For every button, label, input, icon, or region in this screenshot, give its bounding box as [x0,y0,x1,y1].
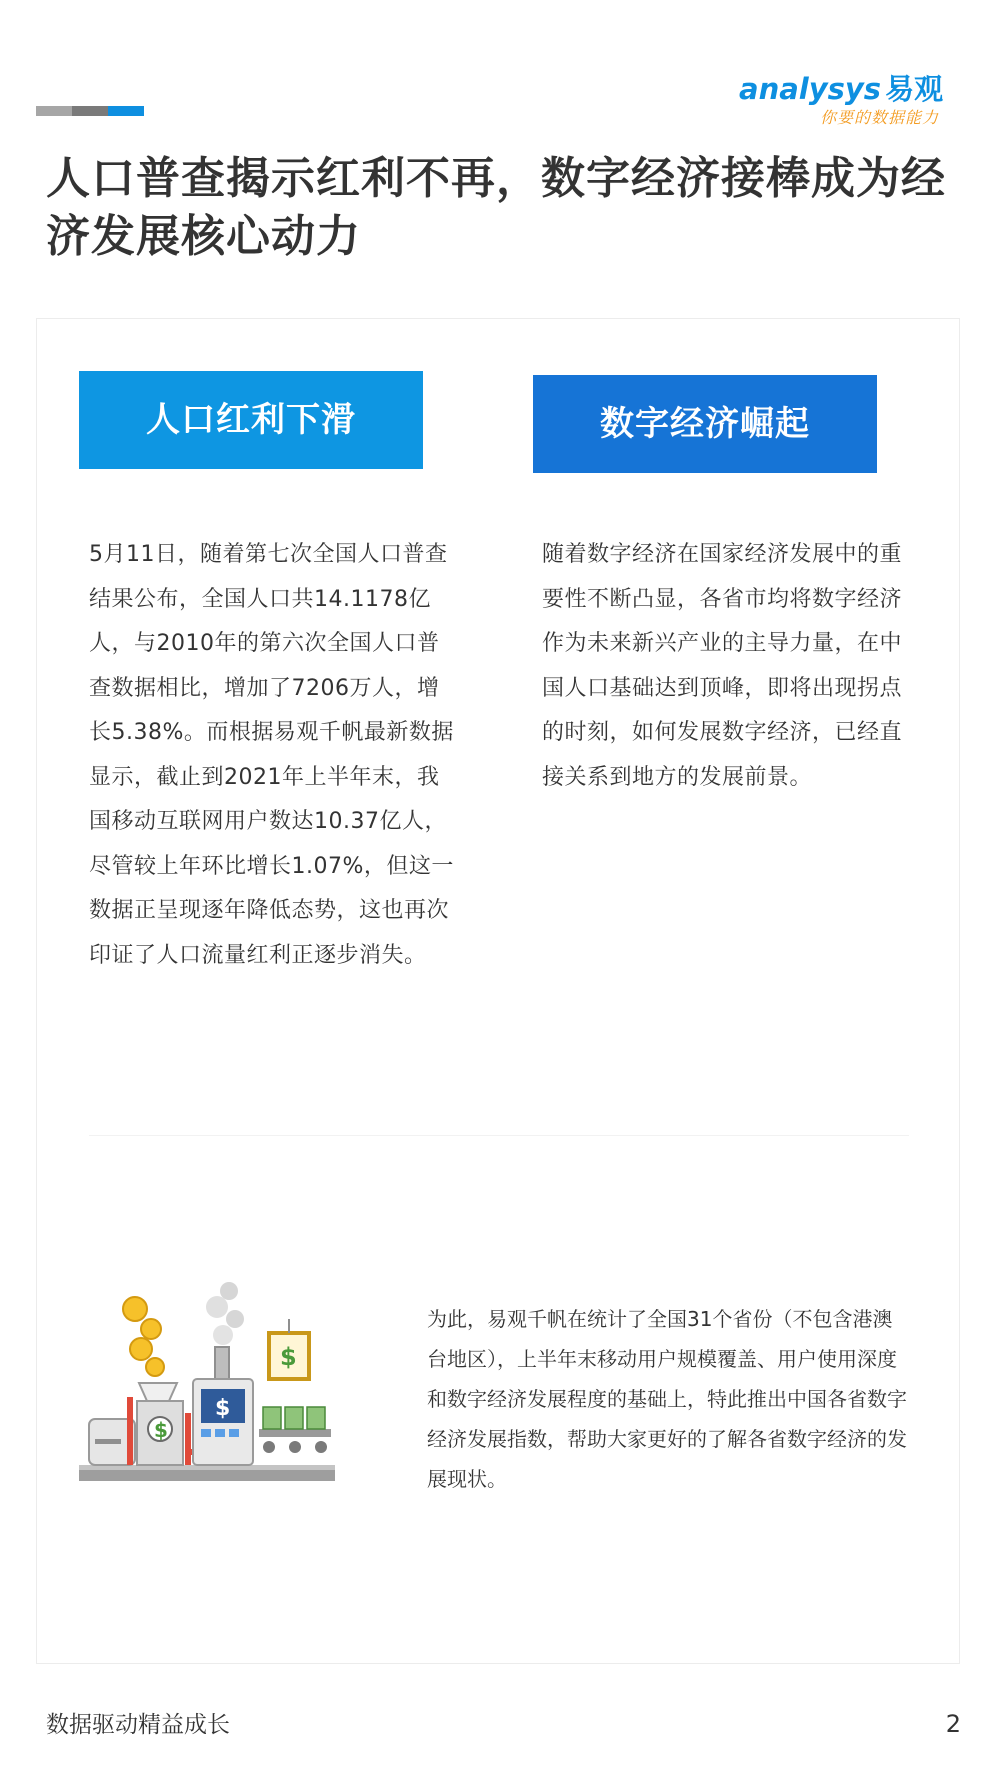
heading-digital-economy: 数字经济崛起 [533,375,877,473]
accent-bar-blue [108,106,144,116]
index-introduction-text: 为此，易观千帆在统计了全国31个省份（不包含港澳台地区），上半年末移动用户规模覆盖、用户使用深度和数字经济发展程度的基础上，特此推出中国各省数字经济发展指数，帮助大家更好的了解各省数字经济的发展现状。 [427,1307,907,1491]
digital-economy-text: 随着数字经济在国家经济发展中的重要性不断凸显，各省市均将数字经济作为未来新兴产业的主导力量，在中国人口基础达到顶峰，即将出现拐点的时刻，如何发展数字经济，已经直接关系到地方的发展前景。 [542,542,903,790]
svg-text:$: $ [280,1343,297,1371]
analysys-logo [739,72,944,132]
accent-bar-gray-dark [72,106,108,116]
logo-brand: analysys [739,72,882,106]
section-divider [89,1135,909,1136]
accent-bar [36,106,144,116]
svg-text:$: $ [215,1396,231,1421]
logo-tagline: 你要的数据能力 [819,108,939,127]
content-panel [36,318,960,1664]
logo-cn: 易观 [885,72,944,106]
heading-population-dividend: 人口红利下滑 [79,371,423,469]
accent-bar-gray-light [36,106,72,116]
footer-slogan: 数据驱动精益成长 [46,1712,230,1738]
page-title: 人口普查揭示红利不再，数字经济接棒成为经济发展核心动力 [46,153,946,262]
logo-wordmark [739,72,944,106]
money-factory-icon [77,1279,337,1489]
population-dividend-text: 5月11日，随着第七次全国人口普查结果公布，全国人口共14.1178亿人，与2010年的第六次全国人口普查数据相比，增加了7206万人，增长5.38%。而根据易观千帆最新数据显示，截止到2021年上半年末，我国移动互联网用户数达10.37亿人，尽管较上年环比增长1.07%，但这一数据正呈现逐年降低态势，这也再次印证了人口流量红利正逐步消失。 [89,542,454,968]
page-number: 2 [945,1710,961,1738]
svg-text:$: $ [154,1418,168,1442]
